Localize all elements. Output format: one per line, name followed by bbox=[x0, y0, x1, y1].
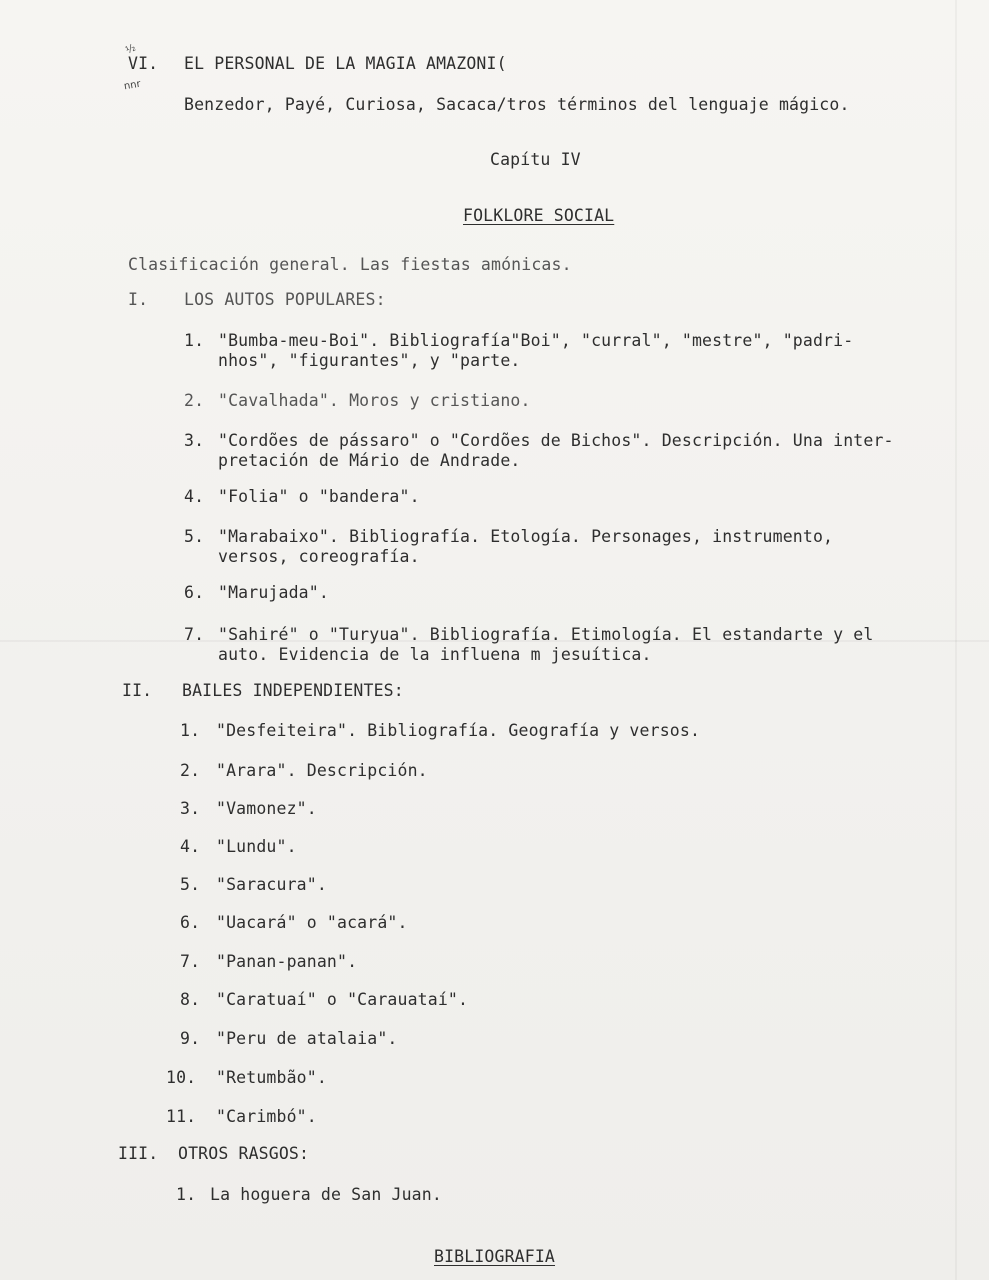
page-edge-shadow bbox=[955, 0, 957, 1280]
list-item-text: "Caratuaí" o "Carauataí". bbox=[216, 990, 469, 1009]
list-item-number: 1. bbox=[184, 331, 205, 350]
list-item-text: "Cordões de pássaro" o "Cordões de Bichos". Descripción. Una inter- bbox=[218, 431, 894, 450]
list-item-text: "Arara". Descripción. bbox=[216, 761, 428, 780]
list-item-text: "Retumbão". bbox=[216, 1068, 327, 1087]
margin-scribble: nnr bbox=[123, 78, 142, 93]
list-item-text: La hoguera de San Juan. bbox=[210, 1185, 442, 1204]
list-item-number: 2. bbox=[184, 391, 205, 410]
section-ii-numeral: II. bbox=[122, 681, 153, 700]
section-iii-numeral: III. bbox=[118, 1144, 159, 1163]
chapter-title: FOLKLORE SOCIAL bbox=[463, 206, 615, 225]
list-item-text: auto. Evidencia de la influena m jesuítica. bbox=[218, 645, 652, 664]
list-item-text: "Carimbó". bbox=[216, 1107, 317, 1126]
list-item-text: "Panan-panan". bbox=[216, 952, 358, 971]
list-item-text: "Sahiré" o "Turyua". Bibliografía. Etimología. El estandarte y el bbox=[218, 625, 874, 644]
list-item-number: 3. bbox=[180, 799, 201, 818]
list-item-number: 3. bbox=[184, 431, 205, 450]
section-i-title: LOS AUTOS POPULARES: bbox=[184, 290, 386, 309]
list-item-number: 8. bbox=[180, 990, 201, 1009]
list-item-number: 1. bbox=[176, 1185, 197, 1204]
list-item-number: 5. bbox=[184, 527, 205, 546]
list-item-number: 1. bbox=[180, 721, 201, 740]
section-vi-title: EL PERSONAL DE LA MAGIA AMAZONI( bbox=[184, 54, 507, 73]
list-item-text: "Lundu". bbox=[216, 837, 297, 856]
section-i-numeral: I. bbox=[128, 290, 149, 309]
list-item-number: 6. bbox=[184, 583, 205, 602]
list-item-number: 7. bbox=[184, 625, 205, 644]
list-item-text: pretación de Mário de Andrade. bbox=[218, 451, 521, 470]
list-item-text: "Bumba-meu-Boi". Bibliografía"Boi", "curral", "mestre", "padri- bbox=[218, 331, 854, 350]
section-vi-numeral: VI. bbox=[128, 54, 159, 73]
list-item-text: "Desfeiteira". Bibliografía. Geografía y versos. bbox=[216, 721, 701, 740]
list-item-text: "Cavalhada". Moros y cristiano. bbox=[218, 391, 531, 410]
list-item-number: 4. bbox=[184, 487, 205, 506]
list-item-text: "Marujada". bbox=[218, 583, 329, 602]
list-item-text: "Vamonez". bbox=[216, 799, 317, 818]
list-item-number: 6. bbox=[180, 913, 201, 932]
list-item-text: versos, coreografía. bbox=[218, 547, 420, 566]
section-ii-title: BAILES INDEPENDIENTES: bbox=[182, 681, 404, 700]
list-item-number: 4. bbox=[180, 837, 201, 856]
list-item-number: 10. bbox=[166, 1068, 197, 1087]
chapter-heading: Capítu IV bbox=[490, 150, 581, 169]
chapter-intro: Clasificación general. Las fiestas amónicas. bbox=[128, 255, 572, 274]
bibliography-heading: BIBLIOGRAFIA bbox=[434, 1247, 556, 1266]
section-iii-title: OTROS RASGOS: bbox=[178, 1144, 310, 1163]
list-item-number: 5. bbox=[180, 875, 201, 894]
list-item-number: 11. bbox=[166, 1107, 197, 1126]
list-item-number: 9. bbox=[180, 1029, 201, 1048]
list-item-text: "Uacará" o "acará". bbox=[216, 913, 408, 932]
list-item-number: 2. bbox=[180, 761, 201, 780]
list-item-text: "Marabaixo". Bibliografía. Etología. Personages, instrumento, bbox=[218, 527, 834, 546]
list-item-number: 7. bbox=[180, 952, 201, 971]
margin-note: ½ bbox=[124, 42, 138, 57]
list-item-text: "Folia" o "bandera". bbox=[218, 487, 420, 506]
list-item-text: "Peru de atalaia". bbox=[216, 1029, 398, 1048]
list-item-text: nhos", "figurantes", y "parte. bbox=[218, 351, 521, 370]
list-item-text: "Saracura". bbox=[216, 875, 327, 894]
section-vi-subtitle: Benzedor, Payé, Curiosa, Sacaca/tros términos del lenguaje mágico. bbox=[184, 95, 850, 114]
